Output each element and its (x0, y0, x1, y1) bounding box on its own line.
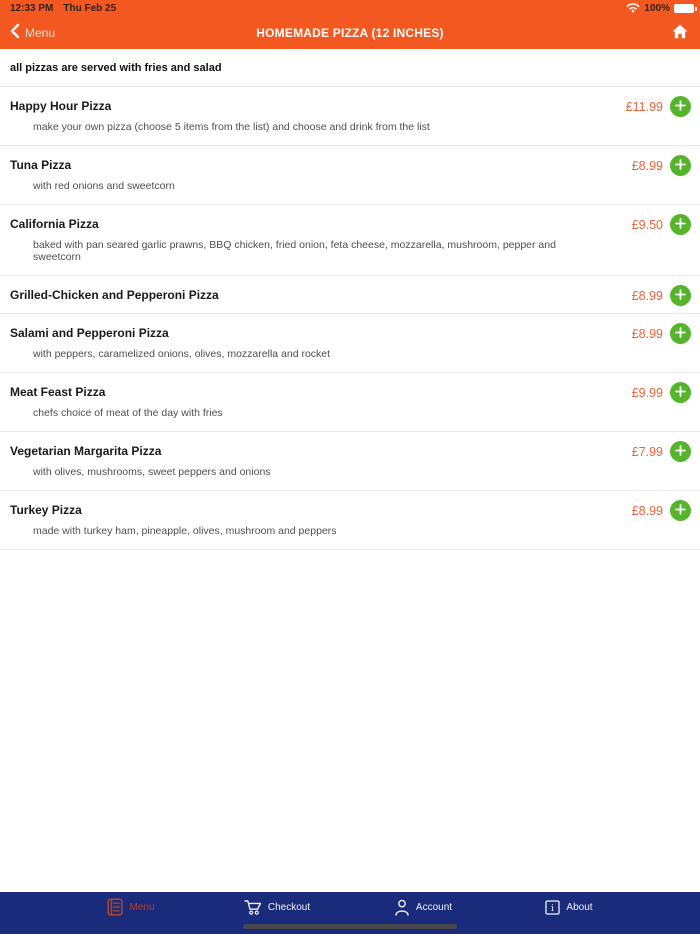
menu-item-description: with olives, mushrooms, sweet peppers and onions (33, 466, 271, 478)
status-time: 12:33 PM (10, 3, 54, 14)
menu-item-name: Tuna Pizza (10, 158, 72, 172)
plus-icon (675, 326, 686, 341)
menu-item-description: made with turkey ham, pineapple, olives, mushroom and peppers (33, 525, 337, 537)
home-indicator[interactable] (243, 924, 457, 929)
menu-item-description: chefs choice of meat of the day with fries (33, 407, 223, 419)
page-title: HOMEMADE PIZZA (12 INCHES) (256, 25, 444, 40)
plus-icon (675, 158, 686, 173)
header (0, 16, 700, 49)
menu-item-name: Turkey Pizza (10, 503, 82, 517)
plus-icon (675, 288, 686, 303)
tab-label-account: Account (415, 901, 453, 913)
menu-item-name: Vegetarian Margarita Pizza (10, 444, 162, 458)
menu-item-row[interactable] (0, 432, 700, 491)
menu-item-name: California Pizza (10, 217, 99, 231)
menu-item-row[interactable] (0, 491, 700, 550)
status-date: Thu Feb 25 (63, 3, 117, 14)
menu-item-description: with peppers, caramelized onions, olives, mozzarella and rocket (33, 348, 331, 360)
tab-item-account[interactable] (350, 899, 496, 916)
menu-item-price: £8.99 (631, 158, 663, 173)
plus-icon (675, 444, 686, 459)
status-bar (0, 0, 700, 16)
menu-item-row[interactable] (0, 276, 700, 314)
home-button[interactable] (672, 24, 688, 42)
tab-label-about: About (566, 901, 593, 913)
back-button[interactable] (10, 16, 55, 49)
status-right (626, 2, 694, 16)
menu-item-row[interactable] (0, 87, 700, 146)
tab-label-menu: Menu (129, 901, 155, 913)
menu-item-price: £8.99 (631, 326, 663, 341)
add-to-cart-button[interactable] (670, 96, 691, 117)
menu-item-description: baked with pan seared garlic prawns, BBQ chicken, fried onion, feta cheese, mozzarella, mushroom, pepper and sweetcorn (33, 239, 556, 263)
chevron-left-icon (10, 23, 20, 42)
menu-item-right (632, 382, 691, 403)
menu-item-description: with red onions and sweetcorn (33, 180, 175, 192)
menu-item-right (632, 155, 691, 176)
tab-item-checkout[interactable] (204, 899, 350, 916)
tab-item-about[interactable] (496, 900, 642, 915)
plus-icon (675, 217, 686, 232)
add-to-cart-button[interactable] (670, 441, 691, 462)
svg-text:i: i (551, 903, 555, 914)
cart-icon (244, 899, 262, 916)
menu-item-row[interactable] (0, 146, 700, 205)
add-to-cart-button[interactable] (670, 500, 691, 521)
person-icon (394, 899, 410, 916)
menu-item-name: Happy Hour Pizza (10, 99, 112, 113)
menu-item-name: Meat Feast Pizza (10, 385, 106, 399)
menu-item-right (632, 285, 691, 306)
menu-item-right (626, 96, 691, 117)
battery-icon (674, 4, 694, 13)
menu-item-price: £9.99 (631, 385, 663, 400)
menu-item-price: £8.99 (631, 503, 663, 518)
menu-item-price: £9.50 (631, 217, 663, 232)
back-button-label: Menu (25, 25, 56, 40)
tab-label-checkout: Checkout (267, 901, 311, 913)
menu-item-name: Salami and Pepperoni Pizza (10, 326, 169, 340)
menu-item-price: £11.99 (625, 99, 663, 114)
menu-item-row[interactable] (0, 205, 700, 276)
menu-item-right (632, 214, 691, 235)
plus-icon (675, 503, 686, 518)
tab-item-menu[interactable] (58, 898, 204, 916)
plus-icon (675, 385, 686, 400)
menu-book-icon (107, 898, 123, 916)
status-left (10, 3, 116, 14)
menu-item-right (632, 441, 691, 462)
plus-icon (675, 99, 686, 114)
add-to-cart-button[interactable] (670, 214, 691, 235)
menu-item-name: Grilled-Chicken and Pepperoni Pizza (10, 288, 219, 302)
wifi-icon (626, 2, 640, 16)
add-to-cart-button[interactable] (670, 285, 691, 306)
menu-note: all pizzas are served with fries and salad (0, 49, 700, 87)
menu-item-right (632, 323, 691, 344)
add-to-cart-button[interactable] (670, 382, 691, 403)
info-icon (545, 900, 560, 915)
menu-item-row[interactable] (0, 314, 700, 373)
menu-item-price: £8.99 (631, 288, 663, 303)
battery-percent: 100% (644, 3, 670, 14)
add-to-cart-button[interactable] (670, 323, 691, 344)
menu-item-row[interactable] (0, 373, 700, 432)
menu-item-price: £7.99 (631, 444, 663, 459)
add-to-cart-button[interactable] (670, 155, 691, 176)
menu-item-right (632, 500, 691, 521)
menu-item-list (0, 87, 700, 550)
menu-item-description: make your own pizza (choose 5 items from the list) and choose and drink from the list (33, 121, 430, 133)
home-icon (672, 24, 688, 42)
